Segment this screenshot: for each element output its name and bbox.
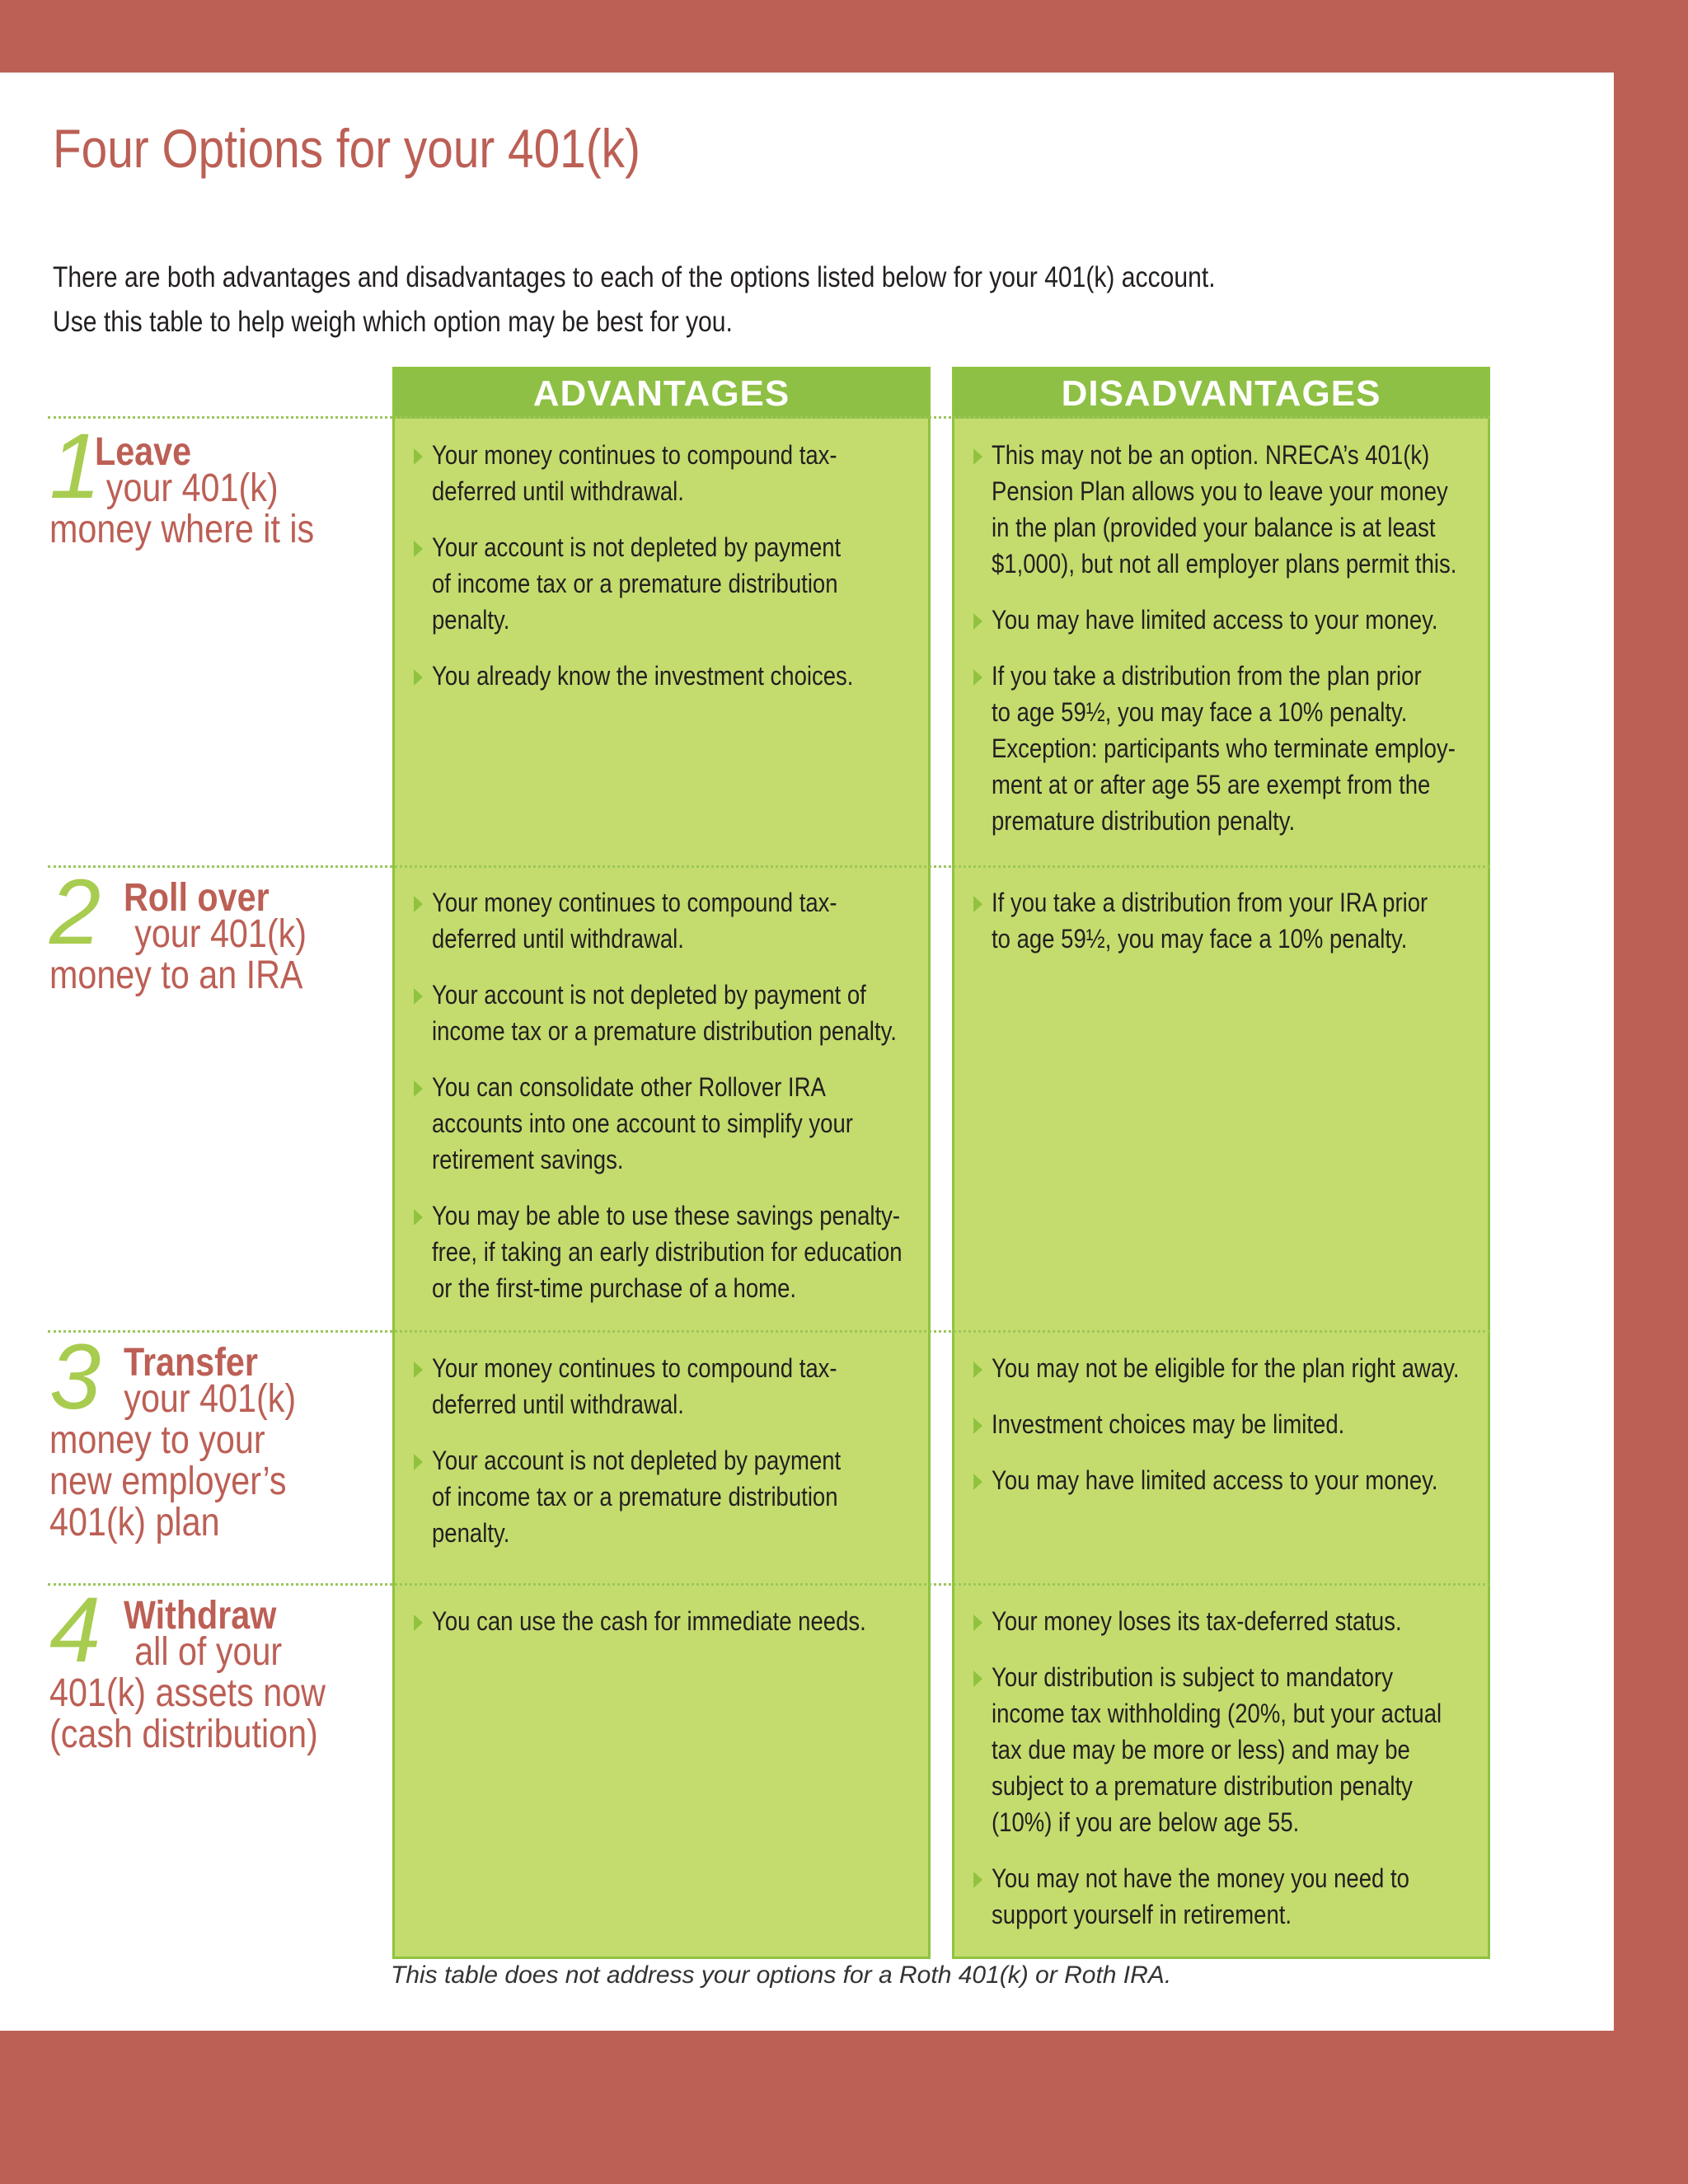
bullet-item bbox=[402, 658, 913, 694]
bullet-item bbox=[962, 602, 1473, 638]
bullet-line: You may have limited access to your money. bbox=[992, 1465, 1438, 1495]
bullet-line: Pension Plan allows you to leave your money bbox=[992, 476, 1448, 506]
bullet-line: income tax or a premature distribution penalty. bbox=[432, 1016, 897, 1046]
advantages-header: ADVANTAGES bbox=[395, 369, 928, 419]
intro-text bbox=[53, 255, 1364, 344]
bullet-line: Your money continues to compound tax- bbox=[432, 440, 837, 470]
bullet-arrow-icon bbox=[973, 1872, 982, 1888]
bullet-text bbox=[992, 884, 1472, 957]
bullet-text bbox=[432, 977, 912, 1049]
bullet-line: support yourself in retirement. bbox=[992, 1900, 1292, 1929]
bullet-line: This may not be an option. NRECA’s 401(k) bbox=[992, 440, 1430, 470]
option-description bbox=[49, 1379, 296, 1544]
bullet-text bbox=[992, 1462, 1472, 1498]
option-description-line: (cash distribution) bbox=[49, 1713, 318, 1756]
option-description-line: money where it is bbox=[49, 508, 315, 551]
bullet-line: You may not have the money you need to bbox=[992, 1863, 1409, 1893]
bullet-line: You can consolidate other Rollover IRA bbox=[432, 1072, 826, 1102]
bullet-line: Investment choices may be limited. bbox=[992, 1409, 1345, 1439]
row-divider bbox=[48, 416, 1490, 419]
bullet-item bbox=[962, 658, 1473, 839]
bullet-arrow-icon bbox=[973, 669, 982, 686]
disadvantages-header: DISADVANTAGES bbox=[954, 369, 1488, 419]
bullet-item bbox=[962, 437, 1473, 582]
bullet-item bbox=[962, 884, 1473, 957]
bullet-arrow-icon bbox=[973, 896, 982, 912]
bullet-item bbox=[962, 1462, 1473, 1498]
option-number: 3 bbox=[49, 1325, 101, 1428]
option-description bbox=[49, 914, 307, 996]
bullet-item bbox=[402, 1442, 913, 1551]
bullet-line: free, if taking an early distribution for education bbox=[432, 1237, 903, 1267]
bullet-item bbox=[402, 884, 913, 957]
bullet-text bbox=[992, 1406, 1472, 1442]
disadvantages-cell bbox=[962, 1603, 1473, 1952]
bullet-arrow-icon bbox=[414, 896, 423, 912]
intro-line: Use this table to help weigh which option may be best for you. bbox=[53, 306, 733, 338]
bullet-line: Exception: participants who terminate employ- bbox=[992, 733, 1456, 763]
bullet-item bbox=[402, 977, 913, 1049]
bottom-band bbox=[0, 2031, 1688, 2184]
footnote: This table does not address your options for a Roth 401(k) or Roth IRA. bbox=[391, 1961, 1172, 1989]
bullet-text bbox=[432, 1603, 912, 1639]
option-description-line: new employer’s bbox=[49, 1460, 287, 1503]
bullet-line: income tax withholding (20%, but your actual bbox=[992, 1699, 1442, 1728]
option-description-line: money to your bbox=[49, 1418, 265, 1462]
bullet-line: If you take a distribution from your IRA prior bbox=[992, 888, 1428, 917]
option-description-line: all of your bbox=[134, 1630, 283, 1674]
bullet-item bbox=[962, 1350, 1473, 1386]
disadvantages-cell bbox=[962, 1350, 1473, 1518]
bullet-text bbox=[432, 1197, 912, 1306]
option-description-line: 401(k) plan bbox=[49, 1501, 220, 1544]
bullet-text bbox=[992, 437, 1472, 582]
bullet-line: Your account is not depleted by payment of bbox=[432, 980, 866, 1010]
bullet-arrow-icon bbox=[973, 613, 982, 630]
bullet-text bbox=[992, 602, 1472, 638]
bullet-arrow-icon bbox=[414, 1454, 423, 1470]
bullet-line: You may not be eligible for the plan right away. bbox=[992, 1353, 1460, 1383]
bullet-item bbox=[402, 1603, 913, 1639]
bullet-text bbox=[432, 529, 912, 638]
bullet-line: in the plan (provided your balance is at least bbox=[992, 513, 1436, 542]
option-number: 1 bbox=[49, 415, 101, 518]
bullet-arrow-icon bbox=[973, 1474, 982, 1490]
bullet-text bbox=[992, 658, 1472, 839]
row-divider bbox=[48, 865, 1490, 868]
bullet-text bbox=[992, 1603, 1472, 1639]
bullet-arrow-icon bbox=[973, 1418, 982, 1434]
bullet-line: accounts into one account to simplify your bbox=[432, 1108, 853, 1138]
bullet-line: If you take a distribution from the plan prior bbox=[992, 661, 1422, 691]
advantages-cell bbox=[402, 1603, 913, 1659]
bullet-line: Your account is not depleted by payment bbox=[432, 1446, 842, 1475]
bullet-arrow-icon bbox=[414, 541, 423, 557]
intro-line: There are both advantages and disadvantages to each of the options listed below for your 401(k) account. bbox=[53, 261, 1216, 293]
bullet-arrow-icon bbox=[414, 448, 423, 465]
option-description-line: money to an IRA bbox=[49, 954, 303, 997]
bullet-line: of income tax or a premature distribution bbox=[432, 1482, 838, 1511]
bullet-arrow-icon bbox=[414, 1615, 423, 1631]
option-verb: Roll over bbox=[124, 876, 270, 920]
bullet-line: deferred until withdrawal. bbox=[432, 1390, 684, 1419]
bullet-arrow-icon bbox=[414, 988, 423, 1005]
option-verb: Withdraw bbox=[124, 1594, 277, 1638]
bullet-line: $1,000), but not all employer plans permit this. bbox=[992, 549, 1457, 579]
disadvantages-cell bbox=[962, 884, 1473, 977]
bullet-item bbox=[962, 1603, 1473, 1639]
bullet-line: Your account is not depleted by payment bbox=[432, 532, 842, 562]
bullet-arrow-icon bbox=[414, 1361, 423, 1378]
bullet-line: of income tax or a premature distribution bbox=[432, 569, 838, 598]
option-description bbox=[49, 468, 314, 551]
bullet-arrow-icon bbox=[973, 1671, 982, 1687]
bullet-arrow-icon bbox=[414, 669, 423, 686]
bullet-line: to age 59½, you may face a 10% penalty. bbox=[992, 924, 1408, 954]
advantages-cell bbox=[402, 437, 913, 714]
bullet-line: premature distribution penalty. bbox=[992, 806, 1296, 836]
bullet-item bbox=[402, 1069, 913, 1178]
bullet-line: deferred until withdrawal. bbox=[432, 476, 684, 506]
bullet-text bbox=[432, 1069, 912, 1178]
bullet-item bbox=[962, 1406, 1473, 1442]
bullet-text bbox=[992, 1860, 1472, 1933]
bullet-line: Your distribution is subject to mandatory bbox=[992, 1662, 1393, 1692]
option-verb: Transfer bbox=[124, 1341, 258, 1385]
option-description-line: your 401(k) bbox=[124, 1377, 297, 1421]
bullet-text bbox=[432, 1442, 912, 1551]
option-number: 4 bbox=[49, 1578, 101, 1681]
bullet-line: deferred until withdrawal. bbox=[432, 924, 684, 954]
bullet-line: penalty. bbox=[432, 605, 510, 635]
bullet-line: penalty. bbox=[432, 1518, 510, 1548]
bullet-line: You may be able to use these savings penalty- bbox=[432, 1201, 901, 1230]
bullet-item bbox=[402, 1197, 913, 1306]
bullet-line: ment at or after age 55 are exempt from the bbox=[992, 770, 1431, 799]
bullet-arrow-icon bbox=[414, 1209, 423, 1226]
disadvantages-cell bbox=[962, 437, 1473, 859]
advantages-cell bbox=[402, 884, 913, 1326]
option-description-line: 401(k) assets now bbox=[49, 1671, 326, 1715]
bullet-item bbox=[402, 1350, 913, 1422]
bullet-line: Your money continues to compound tax- bbox=[432, 1353, 837, 1383]
bullet-line: Your money continues to compound tax- bbox=[432, 888, 837, 917]
advantages-cell bbox=[402, 1350, 913, 1571]
bullet-line: to age 59½, you may face a 10% penalty. bbox=[992, 697, 1408, 727]
option-verb: Leave bbox=[95, 430, 192, 474]
option-description-line: your 401(k) bbox=[106, 466, 279, 510]
bullet-line: or the first-time purchase of a home. bbox=[432, 1273, 797, 1303]
option-description-line: your 401(k) bbox=[134, 912, 307, 956]
bullet-line: You may have limited access to your money. bbox=[992, 605, 1438, 635]
bullet-line: You already know the investment choices. bbox=[432, 661, 854, 691]
bullet-item bbox=[962, 1659, 1473, 1840]
bullet-line: Your money loses its tax-deferred status. bbox=[992, 1606, 1402, 1636]
bullet-text bbox=[992, 1659, 1472, 1840]
bullet-item bbox=[962, 1860, 1473, 1933]
bullet-arrow-icon bbox=[973, 1361, 982, 1378]
bullet-arrow-icon bbox=[973, 448, 982, 465]
bullet-text bbox=[432, 658, 912, 694]
bullet-line: (10%) if you are below age 55. bbox=[992, 1807, 1300, 1837]
bullet-item bbox=[402, 529, 913, 638]
option-description bbox=[49, 1632, 326, 1755]
option-number: 2 bbox=[49, 860, 101, 963]
bullet-text bbox=[992, 1350, 1472, 1386]
row-divider bbox=[48, 1583, 1490, 1586]
bullet-text bbox=[432, 884, 912, 957]
page-title: Four Options for your 401(k) bbox=[53, 118, 640, 179]
bullet-text bbox=[432, 437, 912, 509]
bullet-line: subject to a premature distribution penalty bbox=[992, 1771, 1413, 1801]
bullet-arrow-icon bbox=[973, 1615, 982, 1631]
bullet-line: retirement savings. bbox=[432, 1145, 624, 1174]
bullet-line: tax due may be more or less) and may be bbox=[992, 1735, 1410, 1765]
bullet-item bbox=[402, 437, 913, 509]
row-divider bbox=[48, 1330, 1490, 1333]
bullet-arrow-icon bbox=[414, 1080, 423, 1097]
bullet-text bbox=[432, 1350, 912, 1422]
bullet-line: You can use the cash for immediate needs. bbox=[432, 1606, 866, 1636]
